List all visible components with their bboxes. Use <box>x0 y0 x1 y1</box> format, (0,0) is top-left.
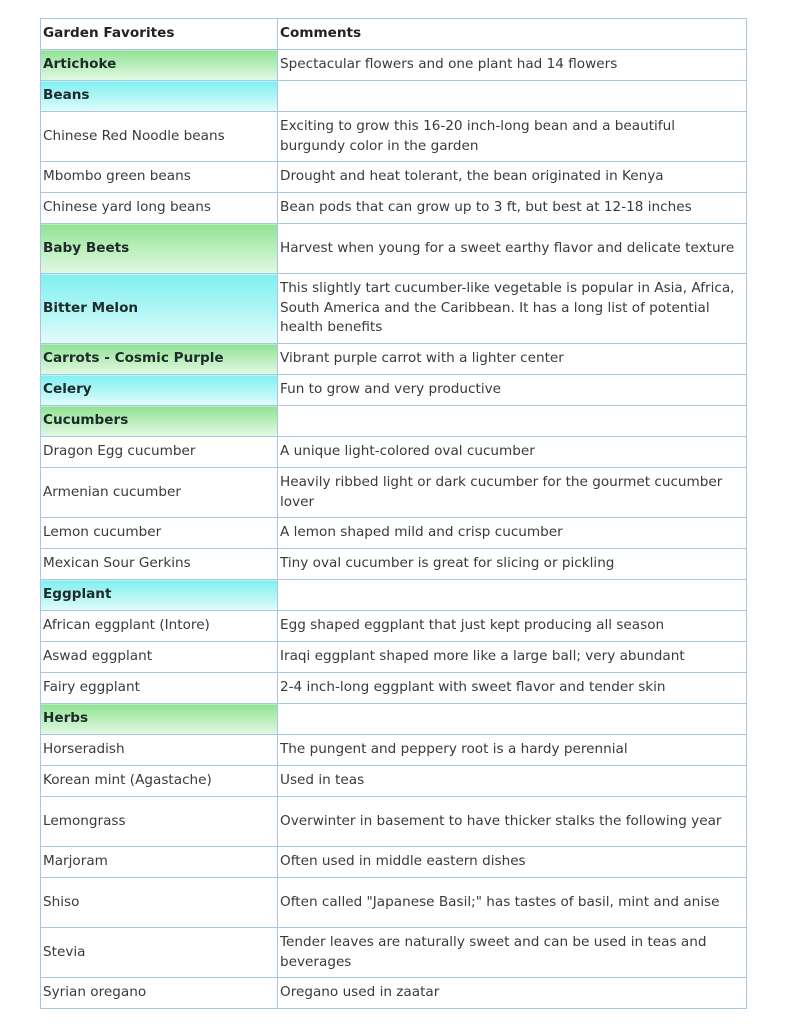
table-row <box>41 978 747 1009</box>
comment-cell: Oregano used in zaatar <box>278 978 747 1009</box>
table-row <box>41 735 747 766</box>
comment-cell <box>278 580 747 611</box>
category-row <box>41 704 747 735</box>
category-row <box>41 344 747 375</box>
table-row <box>41 549 747 580</box>
category-row <box>41 81 747 112</box>
comment-cell: Spectacular flowers and one plant had 14 flowers <box>278 50 747 81</box>
header-garden-favorites: Garden Favorites <box>41 19 278 50</box>
comment-cell: Tiny oval cucumber is great for slicing or pickling <box>278 549 747 580</box>
category-row <box>41 50 747 81</box>
garden-favorites-table <box>40 18 747 1009</box>
comment-cell <box>278 81 747 112</box>
comment-cell: Bean pods that can grow up to 3 ft, but best at 12-18 inches <box>278 193 747 224</box>
table-row <box>41 928 747 978</box>
comment-cell: A unique light-colored oval cucumber <box>278 437 747 468</box>
table-row <box>41 878 747 928</box>
category-name: Herbs <box>41 704 278 735</box>
comment-cell: Iraqi eggplant shaped more like a large ball; very abundant <box>278 642 747 673</box>
comment-cell: Tender leaves are naturally sweet and can be used in teas and beverages <box>278 928 747 978</box>
comment-cell: Egg shaped eggplant that just kept producing all season <box>278 611 747 642</box>
comment-cell: This slightly tart cucumber-like vegetable is popular in Asia, Africa, South America and the Caribbean. It has a long list of potential health benefits <box>278 274 747 344</box>
category-name: Baby Beets <box>41 224 278 274</box>
table-row <box>41 112 747 162</box>
category-name: Carrots - Cosmic Purple <box>41 344 278 375</box>
comment-cell: Overwinter in basement to have thicker stalks the following year <box>278 797 747 847</box>
plant-name: Horseradish <box>41 735 278 766</box>
plant-name: Mbombo green beans <box>41 162 278 193</box>
comment-cell: Vibrant purple carrot with a lighter center <box>278 344 747 375</box>
table-row <box>41 611 747 642</box>
category-row <box>41 406 747 437</box>
category-row <box>41 580 747 611</box>
category-name: Bitter Melon <box>41 274 278 344</box>
table-row <box>41 518 747 549</box>
plant-name: Syrian oregano <box>41 978 278 1009</box>
category-name: Celery <box>41 375 278 406</box>
plant-name: Chinese Red Noodle beans <box>41 112 278 162</box>
comment-cell: Exciting to grow this 16-20 inch-long bean and a beautiful burgundy color in the garden <box>278 112 747 162</box>
category-name: Eggplant <box>41 580 278 611</box>
header-row <box>41 19 747 50</box>
plant-name: Mexican Sour Gerkins <box>41 549 278 580</box>
table-row <box>41 468 747 518</box>
comment-cell: A lemon shaped mild and crisp cucumber <box>278 518 747 549</box>
comment-cell <box>278 406 747 437</box>
table-row <box>41 766 747 797</box>
comment-cell: Drought and heat tolerant, the bean originated in Kenya <box>278 162 747 193</box>
plant-name: Dragon Egg cucumber <box>41 437 278 468</box>
table-row <box>41 437 747 468</box>
comment-cell: 2-4 inch-long eggplant with sweet flavor and tender skin <box>278 673 747 704</box>
header-comments: Comments <box>278 19 747 50</box>
plant-name: Lemon cucumber <box>41 518 278 549</box>
comment-cell: Harvest when young for a sweet earthy flavor and delicate texture <box>278 224 747 274</box>
category-name: Beans <box>41 81 278 112</box>
comment-cell: Often used in middle eastern dishes <box>278 847 747 878</box>
comment-cell <box>278 704 747 735</box>
plant-name: Shiso <box>41 878 278 928</box>
plant-name: African eggplant (Intore) <box>41 611 278 642</box>
comment-cell: The pungent and peppery root is a hardy perennial <box>278 735 747 766</box>
plant-name: Lemongrass <box>41 797 278 847</box>
category-row <box>41 274 747 344</box>
comment-cell: Fun to grow and very productive <box>278 375 747 406</box>
table-row <box>41 673 747 704</box>
table-row <box>41 642 747 673</box>
comment-cell: Often called "Japanese Basil;" has tastes of basil, mint and anise <box>278 878 747 928</box>
comment-cell: Heavily ribbed light or dark cucumber for the gourmet cucumber lover <box>278 468 747 518</box>
plant-name: Chinese yard long beans <box>41 193 278 224</box>
plant-name: Armenian cucumber <box>41 468 278 518</box>
table-row <box>41 847 747 878</box>
plant-name: Fairy eggplant <box>41 673 278 704</box>
plant-name: Stevia <box>41 928 278 978</box>
table-body <box>41 50 747 1009</box>
plant-name: Aswad eggplant <box>41 642 278 673</box>
plant-name: Korean mint (Agastache) <box>41 766 278 797</box>
table-row <box>41 797 747 847</box>
table-row <box>41 162 747 193</box>
category-row <box>41 375 747 406</box>
category-name: Artichoke <box>41 50 278 81</box>
table-row <box>41 193 747 224</box>
category-name: Cucumbers <box>41 406 278 437</box>
plant-name: Marjoram <box>41 847 278 878</box>
category-row <box>41 224 747 274</box>
comment-cell: Used in teas <box>278 766 747 797</box>
